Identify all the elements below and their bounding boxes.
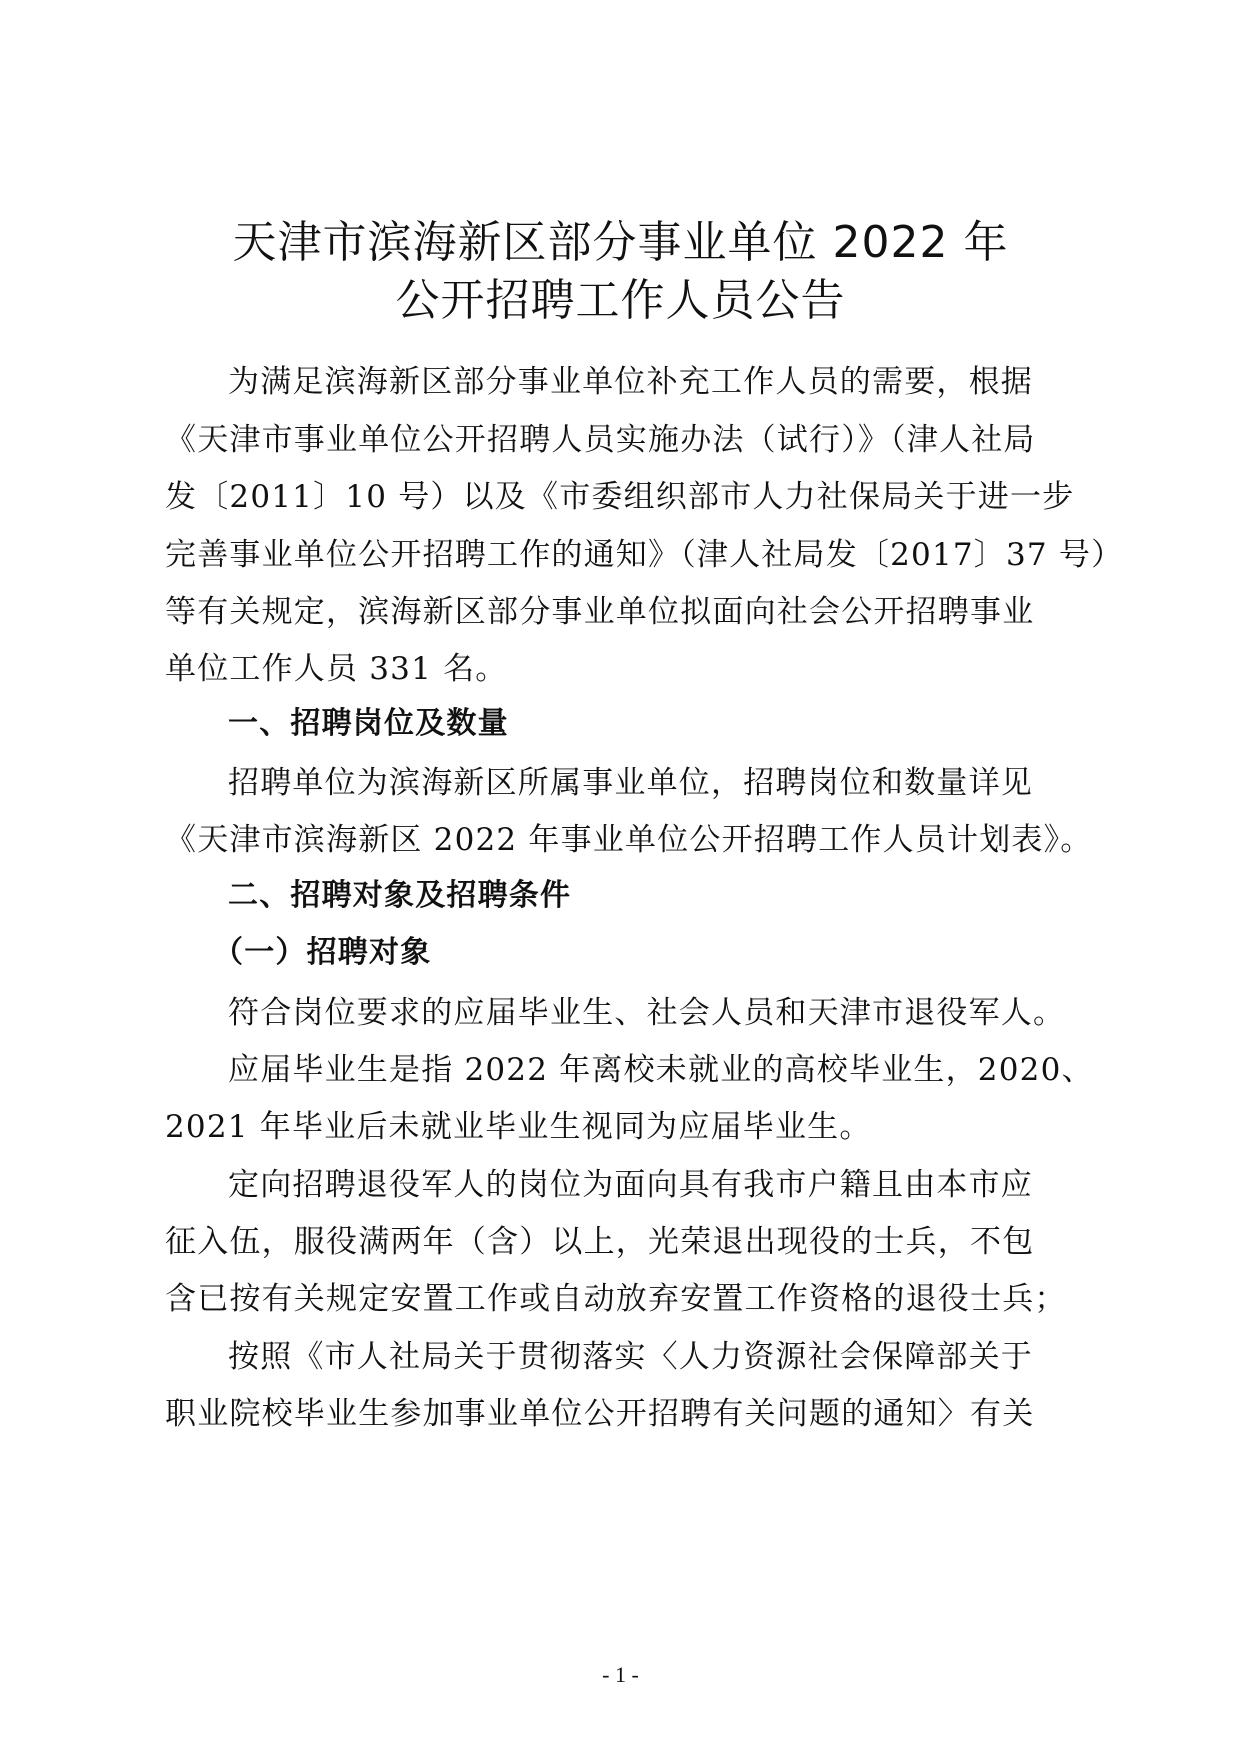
subsection-1-paragraph-3-line: 征入伍，服役满两年（含）以上，光荣退出现役的士兵，不包 bbox=[165, 1224, 1035, 1260]
section-2-heading: 二、招聘对象及招聘条件 bbox=[228, 878, 572, 913]
subsection-1-heading: （一）招聘对象 bbox=[213, 935, 432, 970]
subsection-1-paragraph-4-line: 职业院校毕业生参加事业单位公开招聘有关问题的通知〉有关 bbox=[165, 1396, 1035, 1432]
subsection-1-paragraph-4-line: 按照《市人社局关于贯彻落实〈人力资源社会保障部关于 bbox=[228, 1339, 1033, 1375]
intro-line: 为满足滨海新区部分事业单位补充工作人员的需要，根据 bbox=[228, 364, 1033, 400]
subsection-1-paragraph-2-line: 应届毕业生是指 2022 年离校未就业的高校毕业生，2020、 bbox=[228, 1052, 1094, 1088]
intro-line: 完善事业单位公开招聘工作的通知》（津人社局发〔2017〕37 号） bbox=[165, 537, 1124, 573]
subsection-1-paragraph-2-line: 2021 年毕业后未就业毕业生视同为应届毕业生。 bbox=[165, 1109, 872, 1145]
page-number: - 1 - bbox=[602, 1662, 639, 1687]
subsection-1-paragraph-3-line: 定向招聘退役军人的岗位为面向具有我市户籍且由本市应 bbox=[228, 1167, 1033, 1203]
subsection-1-paragraph-1: 符合岗位要求的应届毕业生、社会人员和天津市退役军人。 bbox=[228, 995, 1066, 1031]
intro-line: 单位工作人员 331 名。 bbox=[165, 651, 508, 687]
section-1-body-line: 《天津市滨海新区 2022 年事业单位公开招聘工作人员计划表》。 bbox=[165, 822, 1093, 858]
intro-line: 《天津市事业单位公开招聘人员实施办法（试行）》（津人社局 bbox=[165, 422, 1036, 458]
intro-line: 发〔2011〕10 号）以及《市委组织部市人力社保局关于进一步 bbox=[165, 479, 1075, 515]
section-1-heading: 一、招聘岗位及数量 bbox=[228, 706, 509, 741]
document-title-line-2: 公开招聘工作人员公告 bbox=[395, 275, 846, 326]
intro-line: 等有关规定，滨海新区部分事业单位拟面向社会公开招聘事业 bbox=[165, 594, 1035, 630]
document-title-line-1: 天津市滨海新区部分事业单位 2022 年 bbox=[232, 217, 1009, 268]
subsection-1-paragraph-3-line: 含已按有关规定安置工作或自动放弃安置工作资格的退役士兵； bbox=[165, 1281, 1067, 1317]
section-1-body-line: 招聘单位为滨海新区所属事业单位，招聘岗位和数量详见 bbox=[228, 765, 1033, 801]
